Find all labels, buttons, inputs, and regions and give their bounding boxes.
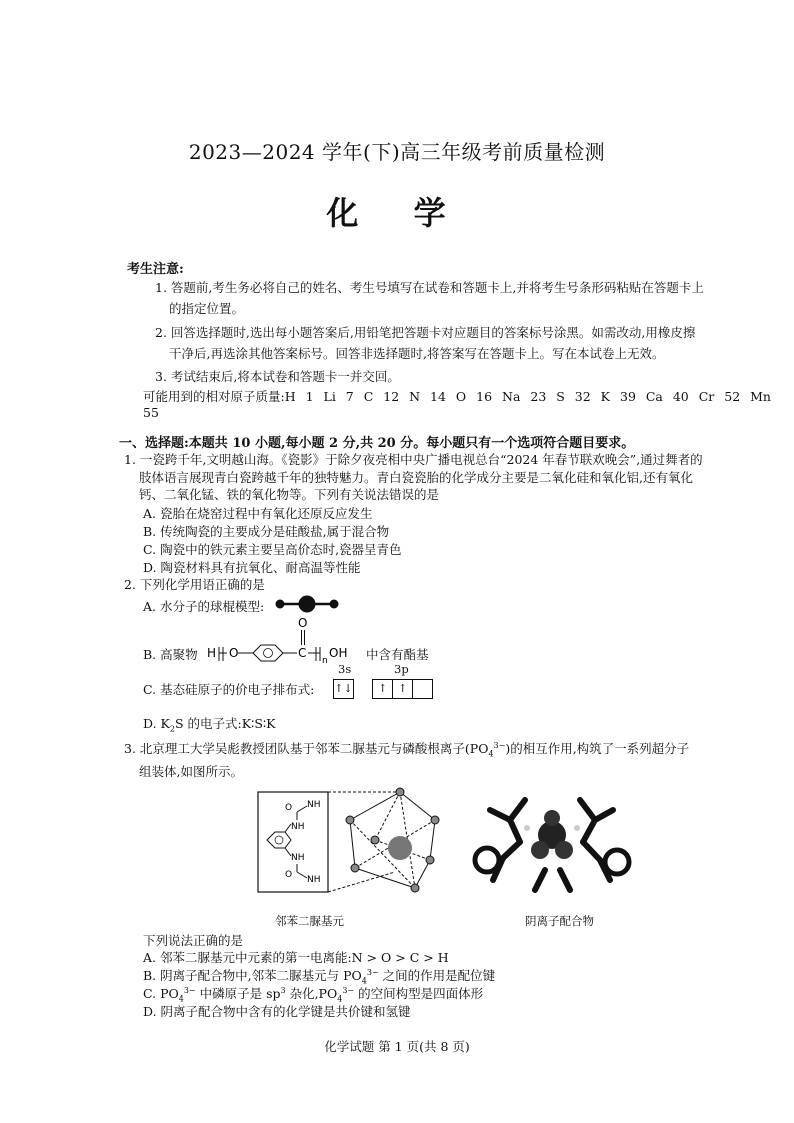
question-1-option-a: A. 瓷胎在烧窑过程中有氧化还原反应发生 [143,506,373,521]
q3-b-text-b: 之间的作用是配位键 [382,968,496,983]
subject-title: 化 学 [326,194,468,232]
orbital-3p-box-2: ↑ [392,679,413,699]
q3-b-text-a: B. 阴离子配合物中,邻苯二脲基元与 PO [143,968,362,983]
question-1-option-b: B. 传统陶瓷的主要成分是硅酸盐,属于混合物 [143,524,390,539]
q3-b-sub: 4 [361,976,367,986]
orbital-boxes [333,678,432,699]
section-heading: 一、选择题:本题共 10 小题,每小题 2 分,共 20 分。每小题只有一个选项符合题目要求。 [119,436,635,451]
orbital-3p-box-1: ↑ [372,679,393,699]
notice-item-3: 3. 考试结束后,将本试卷和答题卡一并交回。 [155,369,400,384]
q3-c-text-d: 的空间构型是四面体形 [358,986,484,1001]
po4-sub: 4 [488,749,494,759]
question-3-line1 [124,737,760,763]
q3-c-sup-2: 3− [342,985,355,995]
question-1-stem [124,451,760,504]
q3-c-sp3: 3 [280,985,286,995]
mol-label-nh-3: NH [291,853,305,863]
q3-b-sup: 3− [366,967,379,977]
exam-title: 2023—2024 学年(下)高三年级考前质量检测 [188,140,606,164]
notice-heading: 考生注意: [127,262,184,277]
question-2-option-a-label: A. 水分子的球棍模型: [143,599,265,614]
po4-sup: 3− [493,741,506,750]
q3-c-text-b: 中磷原子是 sp [199,986,281,1001]
polymer-structure [205,615,363,667]
supramolecular-figure [255,780,655,910]
notice-item-1 [155,277,765,319]
question-2-stem: 2. 下列化学用语正确的是 [124,577,265,592]
mol-label-nh-2: NH [307,800,321,810]
orbital-3s-label: 3s [338,662,352,676]
question-2-option-b-prefix: B. 高聚物 [143,647,198,662]
question-2-option-d [143,714,275,734]
polymer-oh: OH [329,646,348,660]
mol-label-o-2: O [285,870,293,880]
figure-caption-left: 邻苯二脲基元 [275,914,344,928]
k2s-sulfur-dots: ∶S∶ [251,716,267,731]
k2s-text-c: K [266,716,276,731]
k2s-subscript: 2 [169,724,175,734]
polymer-n: n [322,656,328,666]
question-3-line1-a: 3. 北京理工大学吴彪教授团队基于邻苯二脲基元与磷酸根离子(PO [124,741,489,757]
question-3-option-c [143,984,483,1004]
page-footer: 化学试题 第 1 页(共 8 页) [324,1039,470,1054]
mol-label-o-1: O [285,803,293,813]
notice-item-2 [155,322,765,364]
question-1-line2: 肢体语言展现青白瓷跨越千年的独特魅力。青白瓷瓷胎的化学成分主要是二氧化硅和氧化铝,还有氧化 [139,469,693,485]
polymer-carbonyl-o: O [298,616,308,630]
question-1-option-d: D. 陶瓷材料具有抗氧化、耐高温等性能 [143,560,361,575]
mol-label-nh-1: NH [291,822,305,832]
water-ball-stick-model [270,592,345,616]
q3-c-sup-1: 3− [183,985,196,995]
notice-item-2-line2: 干净后,再选涂其他答案标号。回答非选择题时,将答案写在答题卡上。写在本试卷上无效。 [169,346,665,361]
question-1-option-c: C. 陶瓷中的铁元素主要呈高价态时,瓷器呈青色 [143,542,402,557]
q3-c-text-c: 杂化,PO [289,986,338,1001]
question-3-options-stem: 下列说法正确的是 [143,933,244,948]
atomic-masses: 可能用到的相对原子质量:H 1 Li 7 C 12 N 14 O 16 Na 23 S 32 K 39 Ca 40 Cr 52 Mn 55 [143,389,771,420]
question-3-line1-b: )的相互作用,构筑了一系列超分子 [505,741,690,757]
polymer-o: O [229,646,239,660]
question-1-line3: 钙、二氧化锰、铁的氧化物等。下列有关说法错误的是 [139,487,440,502]
question-3-line2: 组装体,如图所示。 [139,764,243,780]
question-2-option-b-suffix: 中含有酯基 [366,647,429,662]
notice-item-1-line2: 的指定位置。 [169,301,245,316]
phosphate-center [388,836,412,860]
question-3-option-b [143,966,495,986]
q3-c-sub-1: 4 [178,994,184,1004]
question-3-option-d: D. 阴离子配合物中含有的化学键是共价键和氢键 [143,1004,411,1019]
question-1-line1: 1. 一瓷跨千年,文明越山海。《瓷影》于除夕夜亮相中央广播电视总台“2024 年春节联欢晚会”,通过舞者的 [124,452,703,467]
figure-caption-right: 阴离子配合物 [525,914,594,928]
notice-item-1-line1: 1. 答题前,考生务必将自己的姓名、考生号填写在试卷和答题卡上,并将考生号条形码粘贴在答题卡上 [155,280,704,295]
k2s-text-a: D. K [143,716,170,731]
orbital-3p-box-3 [412,679,433,699]
orbital-3p-label: 3p [394,662,409,676]
q3-c-sub-2: 4 [337,994,343,1004]
k2s-text-b: S 的电子式:K [174,716,252,731]
polymer-h: H [207,646,217,660]
mol-label-nh-4: NH [307,875,321,885]
orbital-3s-box: ↑↓ [333,679,354,699]
question-3-stem [124,737,760,781]
question-3-option-a: A. 邻苯二脲基元中元素的第一电离能:N > O > C > H [143,950,449,965]
question-2-option-a [143,597,264,615]
question-2-option-c-label: C. 基态硅原子的价电子排布式: [143,682,315,697]
q3-c-text-a: C. PO [143,986,179,1001]
polymer-c: C [298,646,307,660]
notice-item-2-line1: 2. 回答选择题时,选出每小题答案后,用铅笔把答题卡对应题目的答案标号涂黑。如需改动,用橡皮擦 [155,325,696,340]
